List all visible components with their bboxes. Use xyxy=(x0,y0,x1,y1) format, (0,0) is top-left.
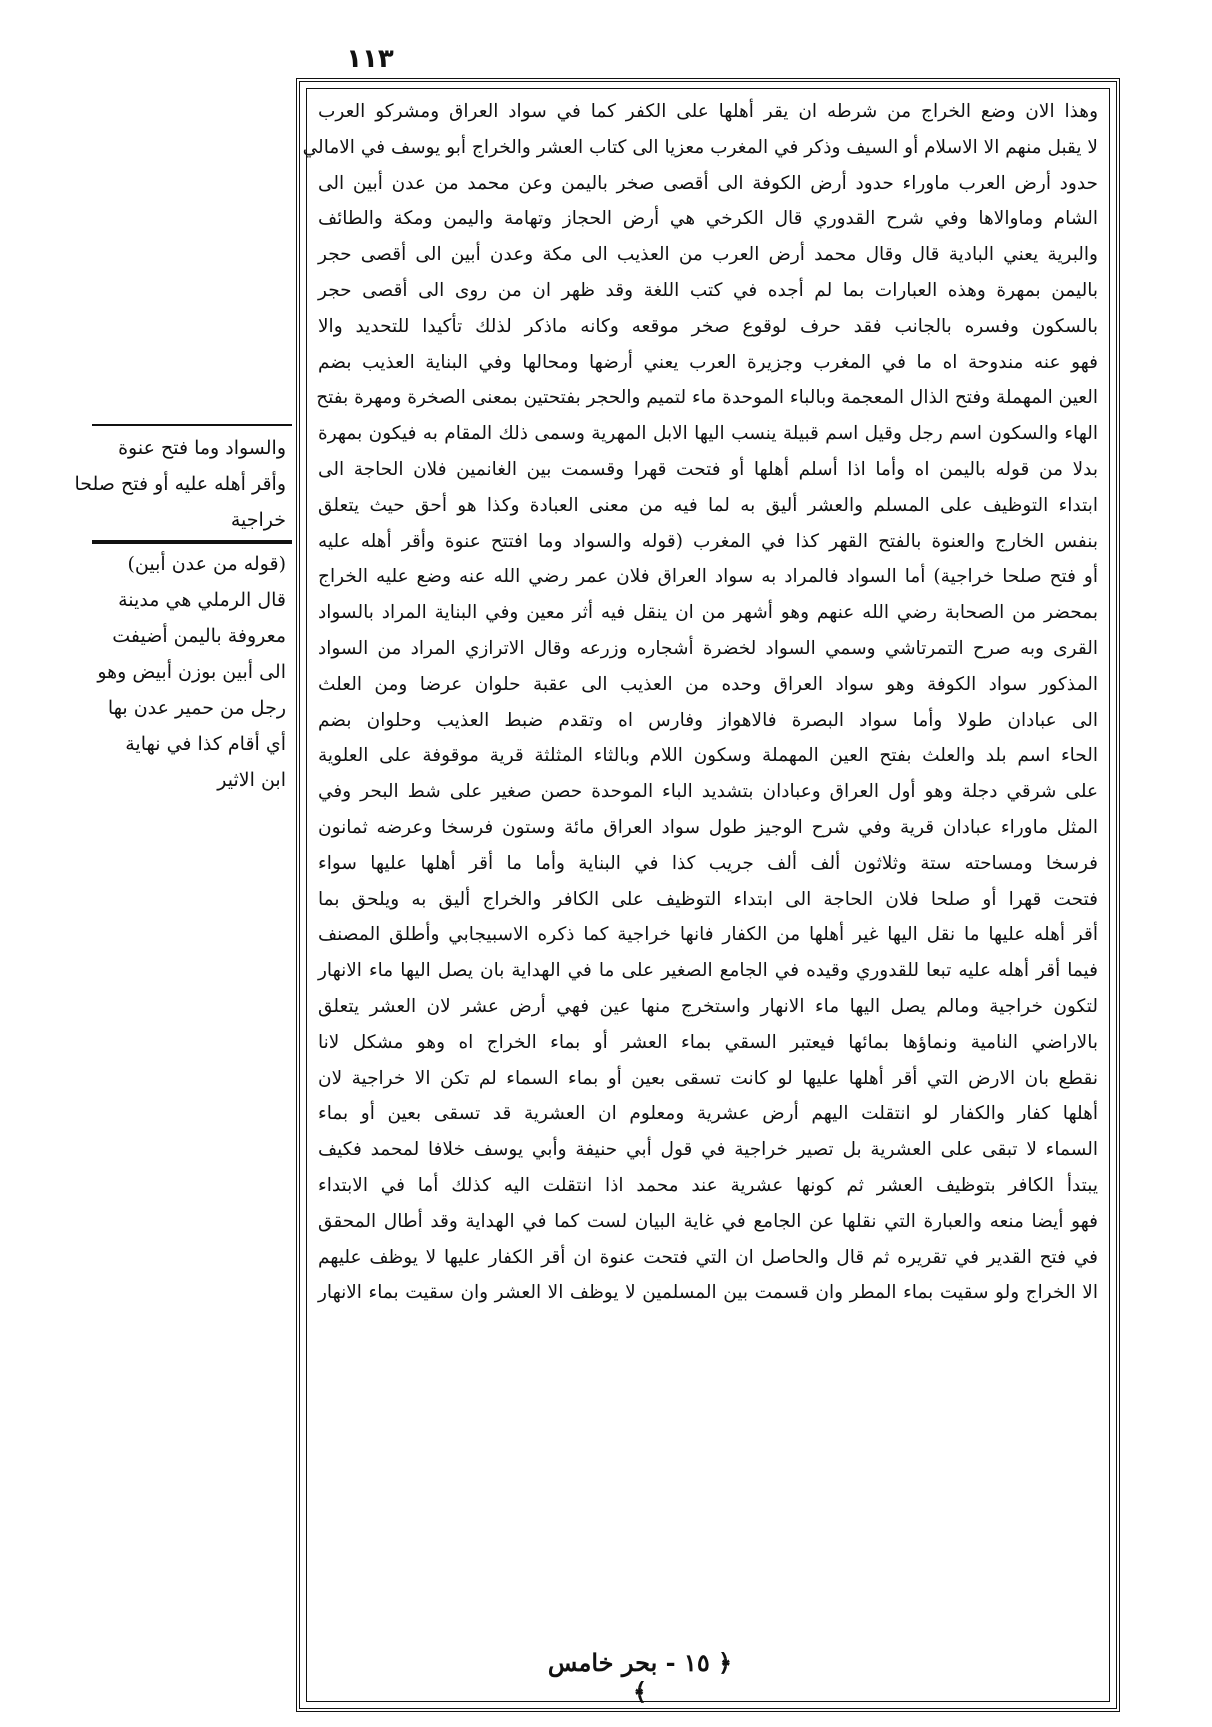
margin-note-line: ابن الاثير xyxy=(217,769,286,791)
text-line: الى عبادان طولا وأما سواد البصرة فالاهواز وفارس اه وتقدم ضبط العذيب وحلوان بضم xyxy=(318,709,1098,731)
margin-note-commentary-lines xyxy=(92,546,292,798)
text-line: وهذا الان وضع الخراج من شرطه ان يقر أهلها على الكفر كما في سواد العراق ومشركو العرب xyxy=(318,101,1098,122)
margin-note-heading-lines xyxy=(74,430,292,538)
text-line: الحاء اسم بلد والعلث بفتح العين المهملة وسكون اللام وبالثاء المثلثة قرية موقوفة على العلوية xyxy=(318,745,1098,767)
text-line: المثل ماوراء عبادان قرية وفي شرح الوجيز طول سواد العراق مائة وستون فرسخا وعرضه ثمانون xyxy=(318,816,1098,838)
text-line: أهلها كفار والكفار لو انتقلت اليهم أرض عشرية ومعلوم ان العشرية قد تسقى بعين أو بماء xyxy=(318,1103,1098,1125)
text-line: يبتدأ الكافر بتوظيف العشر ثم كونها عشرية عند محمد اذا انتقلت اليه كذلك أما في الابتداء xyxy=(318,1174,1098,1196)
margin-note-line: خراجية xyxy=(230,509,286,531)
page-footer-signature: ﴿ ١٥ - بحر خامس ﴾ xyxy=(547,1648,733,1706)
text-line: في فتح القدير في تقريره ثم قال والحاصل ان التي فتحت عنوة ان أقر الكفار عليها لا يوظف عليهم xyxy=(318,1246,1098,1268)
text-line: الا الخراج ولو سقيت بماء المطر وان قسمت بين المسلمين لا يوظف الا العشر وان سقيت بماء الانهار xyxy=(318,1282,1098,1304)
text-line: بمحضر من الصحابة رضي الله عنهم وهو أشهر من ان ينقل فيه أثر معين وفي البناية المراد بالسواد xyxy=(318,602,1098,624)
text-line: فرسخا ومساحته ستة وثلاثون ألف ألف جريب كذا في البناية وأما ما أقر أهلها عليها سواء xyxy=(318,852,1098,874)
text-line: المذكور سواد الكوفة وهو سواد العراق وحده من العذيب الى عقبة حلوان عرضا ومن العلث xyxy=(318,673,1098,695)
margin-note-line: والسواد وما فتح عنوة xyxy=(118,437,286,459)
text-line: فهو عنه مندوحة اه ما في المغرب وجزيرة العرب يعني أرضها ومحالها وفي البناية العذيب بضم xyxy=(318,351,1098,373)
margin-note-heading xyxy=(74,424,292,544)
text-line: فتحت قهرا أو صلحا فلان الحاجة الى ابتداء التوظيف على الكافر والخراج أليق به ويلحق بما xyxy=(318,888,1098,910)
text-line: الهاء والسكون اسم رجل وقيل اسم قبيلة ينسب اليها الابل المهرية وسمى ذلك المقام به فيكون بمهرة xyxy=(318,423,1098,445)
margin-note-line: رجل من حمير عدن بها xyxy=(107,697,286,719)
text-line: نقطع بان الارض التي أقر أهلها عليها لو كانت تسقى بعين أو بماء السماء لم تكن الا خراجية لان xyxy=(318,1067,1098,1089)
margin-note-line: قال الرملي هي مدينة xyxy=(118,589,286,611)
text-line: أقر أهله عليها ما نقل اليها غير أهلها من الكفار فانها خراجية كما ذكره الاسبيجابي وأطلق المصنف xyxy=(318,924,1098,946)
margin-note-line: وأقر أهله عليه أو فتح صلحا xyxy=(74,473,286,495)
text-line: لا يقبل منهم الا الاسلام أو السيف وذكر في المغرب معزيا الى كتاب العشر والخراج أبو يوسف في الامالي xyxy=(302,136,1098,158)
text-line: بدلا من قوله باليمن اه وأما اذا أسلم أهلها أو فتحت قهرا وقسمت بين الغانمين فلان الحاجة الى xyxy=(318,458,1098,480)
text-line: العين المهملة وفتح الذال المعجمة وبالباء الموحدة ماء لتميم والحجر بفتحتين بمعنى الصخرة ومهرة بفتح xyxy=(316,387,1098,409)
text-line: بالسكون وفسره بالجانب فقد حرف لوقوع صخر موقعه وكانه ماذكر لذلك تأكيدا للتحديد والا xyxy=(318,315,1098,337)
text-line: بنفس الخارج والعنوة بالفتح القهر كذا في المغرب (قوله والسواد وما افتتح عنوة وأقر أهله عليه xyxy=(318,530,1098,552)
text-line: فهو أيضا منعه والعبارة التي نقلها عن الجامع في غاية البيان لست كما في الهداية وقد أطال المحقق xyxy=(318,1210,1098,1232)
text-line: القرى وبه صرح التمرتاشي وسمي السواد لخضرة أشجاره وزرعه وقال الاترازي المراد من السواد xyxy=(318,637,1098,659)
text-line: السماء لا تبقى على العشرية بل تصير خراجية في قول أبي حنيفة وأبي يوسف خلافا لمحمد فكيف xyxy=(318,1139,1098,1161)
text-line: لتكون خراجية ومالم يصل اليها ماء الانهار واستخرج منها عين فهي أرض عشر لان العشر يتعلق xyxy=(318,995,1098,1017)
text-line: الشام وماوالاها وفي شرح القدوري قال الكرخي هي أرض الحجاز وتهامة واليمن ومكة والطائف xyxy=(318,208,1098,230)
page-number: ١١٣ xyxy=(346,44,394,74)
text-line: على شرقي دجلة وهو أول العراق وعبادان بتشديد الباء الموحدة حصن صغير على شط البحر وفي xyxy=(318,781,1098,803)
margin-note-line: أي أقام كذا في نهاية xyxy=(125,733,286,755)
margin-note-line: (قوله من عدن أبين) xyxy=(127,553,286,575)
text-line: أو فتح صلحا خراجية) أما السواد فالمراد به سواد العراق فلان عمر رضي الله عنه وضع عليه الخراج xyxy=(318,566,1098,588)
text-line: فيما أقر أهله عليه تبعا للقدوري وقيده في الجامع الصغير على ما في الهداية بان يصل اليها ماء الانهار xyxy=(318,960,1098,982)
text-line: باليمن بمهرة وهذه العبارات بما لم أجده في كتب اللغة وقد ظهر ان من روى الى أقصى حجر xyxy=(318,279,1098,301)
main-text-body xyxy=(302,94,1098,1698)
margin-note-line: معروفة باليمن أضيفت xyxy=(112,625,286,647)
text-line: بالاراضي النامية ونماؤها بمائها فيعتبر السقي بماء العشر أو بماء الخراج اه وهو مشكل لانا xyxy=(318,1031,1098,1053)
text-line: والبرية يعني البادية قال وقال محمد أرض العرب من العذيب الى مكة وعدن أبين الى أقصى حجر xyxy=(318,244,1098,266)
text-line: حدود أرض العرب ماوراء حدود أرض الكوفة الى أقصى صخر باليمن وعن محمد من عدن أبين الى xyxy=(318,172,1098,194)
text-line: ابتداء التوظيف على المسلم والعشر أليق به لما فيه من معنى العبادة وكذا هو أحق حيث يتعلق xyxy=(318,494,1098,516)
margin-note-commentary xyxy=(92,540,292,798)
margin-note-line: الى أبين بوزن أبيض وهو xyxy=(97,661,286,683)
